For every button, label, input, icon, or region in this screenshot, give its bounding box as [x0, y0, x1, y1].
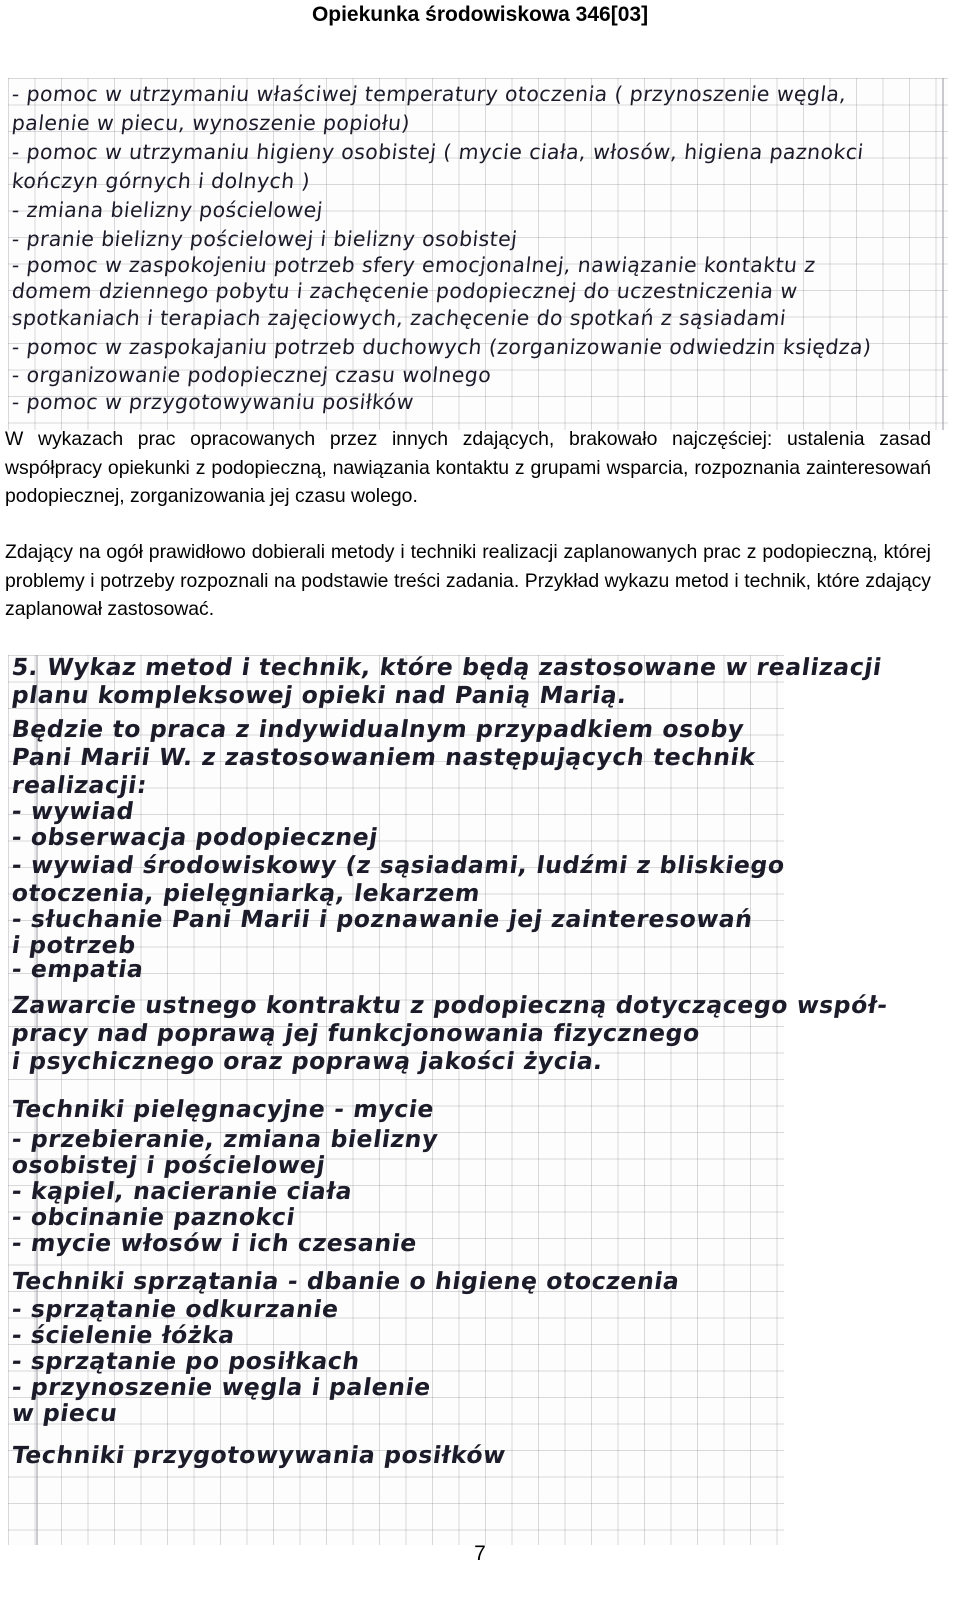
paragraph-methods-example: Zdający na ogół prawidłowo dobierali metody i techniki realizacji zaplanowanych prac z podopieczną, której problemy i potrzeby rozpoznali na podstawie treści zadania. Przykład wykazu metod i technik, które zdający zaplanował zastosować.	[5, 541, 931, 620]
handwritten-line: - obcinanie paznokci	[10, 1203, 298, 1231]
notebook-margin-line	[942, 78, 944, 430]
handwritten-line: - sprzątanie odkurzanie	[10, 1295, 341, 1323]
handwritten-line: i potrzeb	[10, 931, 138, 959]
handwritten-line: realizacji:	[10, 771, 150, 799]
handwritten-scan-2	[8, 653, 890, 1545]
handwritten-line: - kąpiel, nacieranie ciała	[10, 1177, 355, 1205]
handwritten-line: Techniki pielęgnacyjne - mycie	[10, 1095, 437, 1123]
handwritten-line: - sprzątanie po posiłkach	[10, 1347, 362, 1375]
handwritten-line: - organizowanie podopiecznej czasu wolnego	[10, 363, 493, 387]
handwritten-line: - słuchanie Pani Marii i poznawanie jej zainteresowań	[10, 905, 755, 933]
handwritten-line: Techniki przygotowywania posiłków	[10, 1441, 508, 1469]
handwritten-line: Zawarcie ustnego kontraktu z podopieczną dotyczącego współ-	[10, 991, 890, 1019]
handwritten-line: Pani Marii W. z zastosowaniem następujących technik	[10, 743, 758, 771]
handwritten-line: - pomoc w utrzymaniu higieny osobistej ( mycie ciała, włosów, higiena paznokci	[10, 140, 865, 164]
handwritten-line: - pomoc w przygotowywaniu posiłków	[10, 390, 416, 414]
handwritten-line: - wywiad	[10, 797, 137, 825]
handwritten-line: palenie w piecu, wynoszenie popiołu)	[10, 111, 412, 135]
handwritten-line: planu kompleksowej opieki nad Panią Marią.	[10, 681, 629, 709]
handwritten-line: - pranie bielizny pościelowej i bielizny osobistej	[10, 227, 519, 251]
handwritten-line: Będzie to praca z indywidualnym przypadkiem osoby	[10, 715, 747, 743]
handwritten-line: - pomoc w zaspokajaniu potrzeb duchowych (zorganizowanie odwiedzin księdza)	[10, 335, 873, 359]
handwritten-line: domem dziennego pobytu i zachęcenie podopiecznej do uczestniczenia w	[10, 279, 799, 303]
handwritten-line: - zmiana bielizny pościelowej	[10, 198, 325, 222]
handwritten-line: - obserwacja podopiecznej	[10, 823, 381, 851]
handwritten-scan-1	[8, 78, 948, 430]
page-header-title: Opiekunka środowiskowa 346[03]	[311, 3, 649, 26]
handwritten-line: - pomoc w zaspokojeniu potrzeb sfery emocjonalnej, nawiązanie kontaktu z	[10, 253, 817, 277]
handwritten-line: - ścielenie łóżka	[10, 1321, 237, 1349]
paragraph-common-omissions: W wykazach prac opracowanych przez innych zdających, brakowało najczęściej: ustalenia zasad współpracy opiekunki z podopieczną, nawiązania kontaktu z grupami wsparcia, rozpoznania zainteresowań podopiecznej, zorganizowania jej czasu wolego.	[5, 428, 931, 507]
handwritten-line: - empatia	[10, 955, 146, 983]
handwritten-line: otoczenia, pielęgniarką, lekarzem	[10, 879, 483, 907]
handwritten-line: - wywiad środowiskowy (z sąsiadami, ludźmi z bliskiego	[10, 851, 787, 879]
page-number: 7	[474, 1542, 486, 1565]
handwritten-line: w piecu	[10, 1399, 120, 1427]
handwritten-line: spotkaniach i terapiach zajęciowych, zachęcenie do spotkań z sąsiadami	[10, 306, 788, 330]
handwritten-line: pracy nad poprawą jej funkcjonowania fizycznego	[10, 1019, 702, 1047]
handwritten-line: - mycie włosów i ich czesanie	[10, 1229, 420, 1257]
handwritten-line: - pomoc w utrzymaniu właściwej temperatury otoczenia ( przynoszenie węgla,	[10, 82, 848, 106]
handwritten-line: kończyn górnych i dolnych )	[10, 169, 312, 193]
handwritten-line: Techniki sprzątania - dbanie o higienę otoczenia	[10, 1267, 682, 1295]
handwritten-line: - przynoszenie węgla i palenie	[10, 1373, 433, 1401]
handwritten-line: 5. Wykaz metod i technik, które będą zastosowane w realizacji	[10, 653, 884, 681]
handwritten-line: i psychicznego oraz poprawą jakości życia.	[10, 1047, 606, 1075]
handwritten-line: osobistej i pościelowej	[10, 1151, 328, 1179]
handwritten-line: - przebieranie, zmiana bielizny	[10, 1125, 441, 1153]
